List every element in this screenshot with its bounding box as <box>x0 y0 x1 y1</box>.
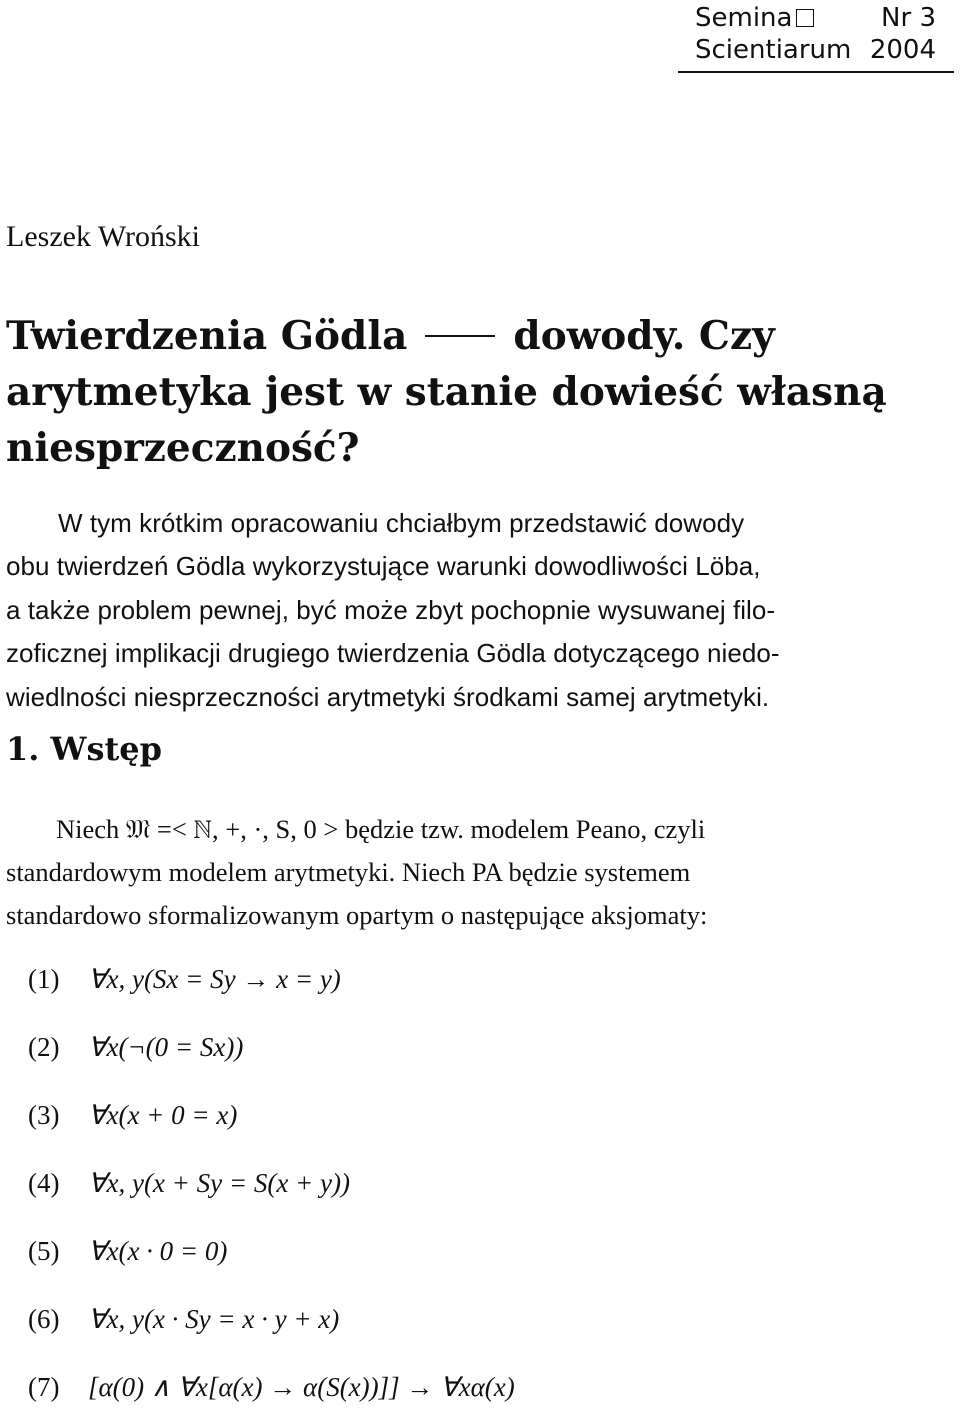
abstract <box>6 502 940 719</box>
axiom-4 <box>28 1168 350 1199</box>
article-title <box>6 308 946 476</box>
abstract-line: zoficznej implikacji drugiego twierdzenia Gödla dotyczącego niedo- <box>6 638 780 669</box>
em-dash <box>425 335 495 337</box>
axiom-formula: ∀x, y(x + Sy = S(x + y)) <box>88 1168 350 1198</box>
axiom-number: (6) <box>28 1304 60 1334</box>
axiom-number: (4) <box>28 1168 60 1198</box>
axiom-5 <box>28 1236 227 1267</box>
axiom-formula: ∀x(x · 0 = 0) <box>88 1236 228 1266</box>
axiom-number: (3) <box>28 1100 60 1130</box>
journal-name-line1: Semina <box>695 0 814 36</box>
axiom-3 <box>28 1100 237 1131</box>
axiom-formula: ∀x(¬(0 = Sx)) <box>88 1032 244 1062</box>
body-paragraph <box>6 808 946 937</box>
square-icon <box>796 9 814 27</box>
axiom-formula: [α(0) ∧ ∀x[α(x) → α(S(x))]] → ∀xα(x) <box>88 1372 515 1402</box>
body-line: standardowym modelem arytmetyki. Niech PA będzie systemem <box>6 857 691 887</box>
axiom-number: (7) <box>28 1372 60 1402</box>
title-line: arytmetyka jest w stanie dowieść własną <box>6 369 887 415</box>
journal-header <box>678 0 954 72</box>
axiom-2 <box>28 1032 243 1063</box>
axiom-1 <box>28 964 341 995</box>
header-rule <box>678 71 954 73</box>
abstract-line: wiedlności niesprzeczności arytmetyki środkami samej arytmetyki. <box>6 681 770 712</box>
axiom-number: (1) <box>28 964 60 994</box>
axiom-number: (5) <box>28 1236 60 1266</box>
issue-year: 2004 <box>869 35 936 65</box>
journal-name-line2: Scientiarum <box>695 35 852 65</box>
axiom-formula: ∀x, y(Sx = Sy → x = y) <box>88 964 341 994</box>
axiom-7 <box>28 1372 515 1403</box>
axiom-number: (2) <box>28 1032 60 1062</box>
issue-number: Nr 3 <box>881 3 936 33</box>
axiom-formula: ∀x(x + 0 = x) <box>88 1100 238 1130</box>
author-name: Leszek Wroński <box>6 220 201 253</box>
abstract-line: a także problem pewnej, być może zbyt pochopnie wysuwanej filo- <box>6 594 776 625</box>
axiom-formula: ∀x, y(x · Sy = x · y + x) <box>88 1304 340 1334</box>
axiom-6 <box>28 1304 339 1335</box>
title-line: niesprzeczność? <box>6 425 360 471</box>
body-line: Niech 𝔐 =< ℕ, +, ·, S, 0 > będzie tzw. modelem Peano, czyli <box>56 814 706 844</box>
abstract-line: W tym krótkim opracowaniu chciałbym przedstawić dowody <box>58 508 745 538</box>
abstract-line: obu twierdzeń Gödla wykorzystujące warunki dowodliwości Löba, <box>6 551 761 582</box>
section-heading: 1. Wstęp <box>6 730 163 768</box>
title-line: Twierdzenia Gödla dowody. Czy <box>6 313 775 359</box>
body-line: standardowo sformalizowanym opartym o następujące aksjomaty: <box>6 900 708 930</box>
